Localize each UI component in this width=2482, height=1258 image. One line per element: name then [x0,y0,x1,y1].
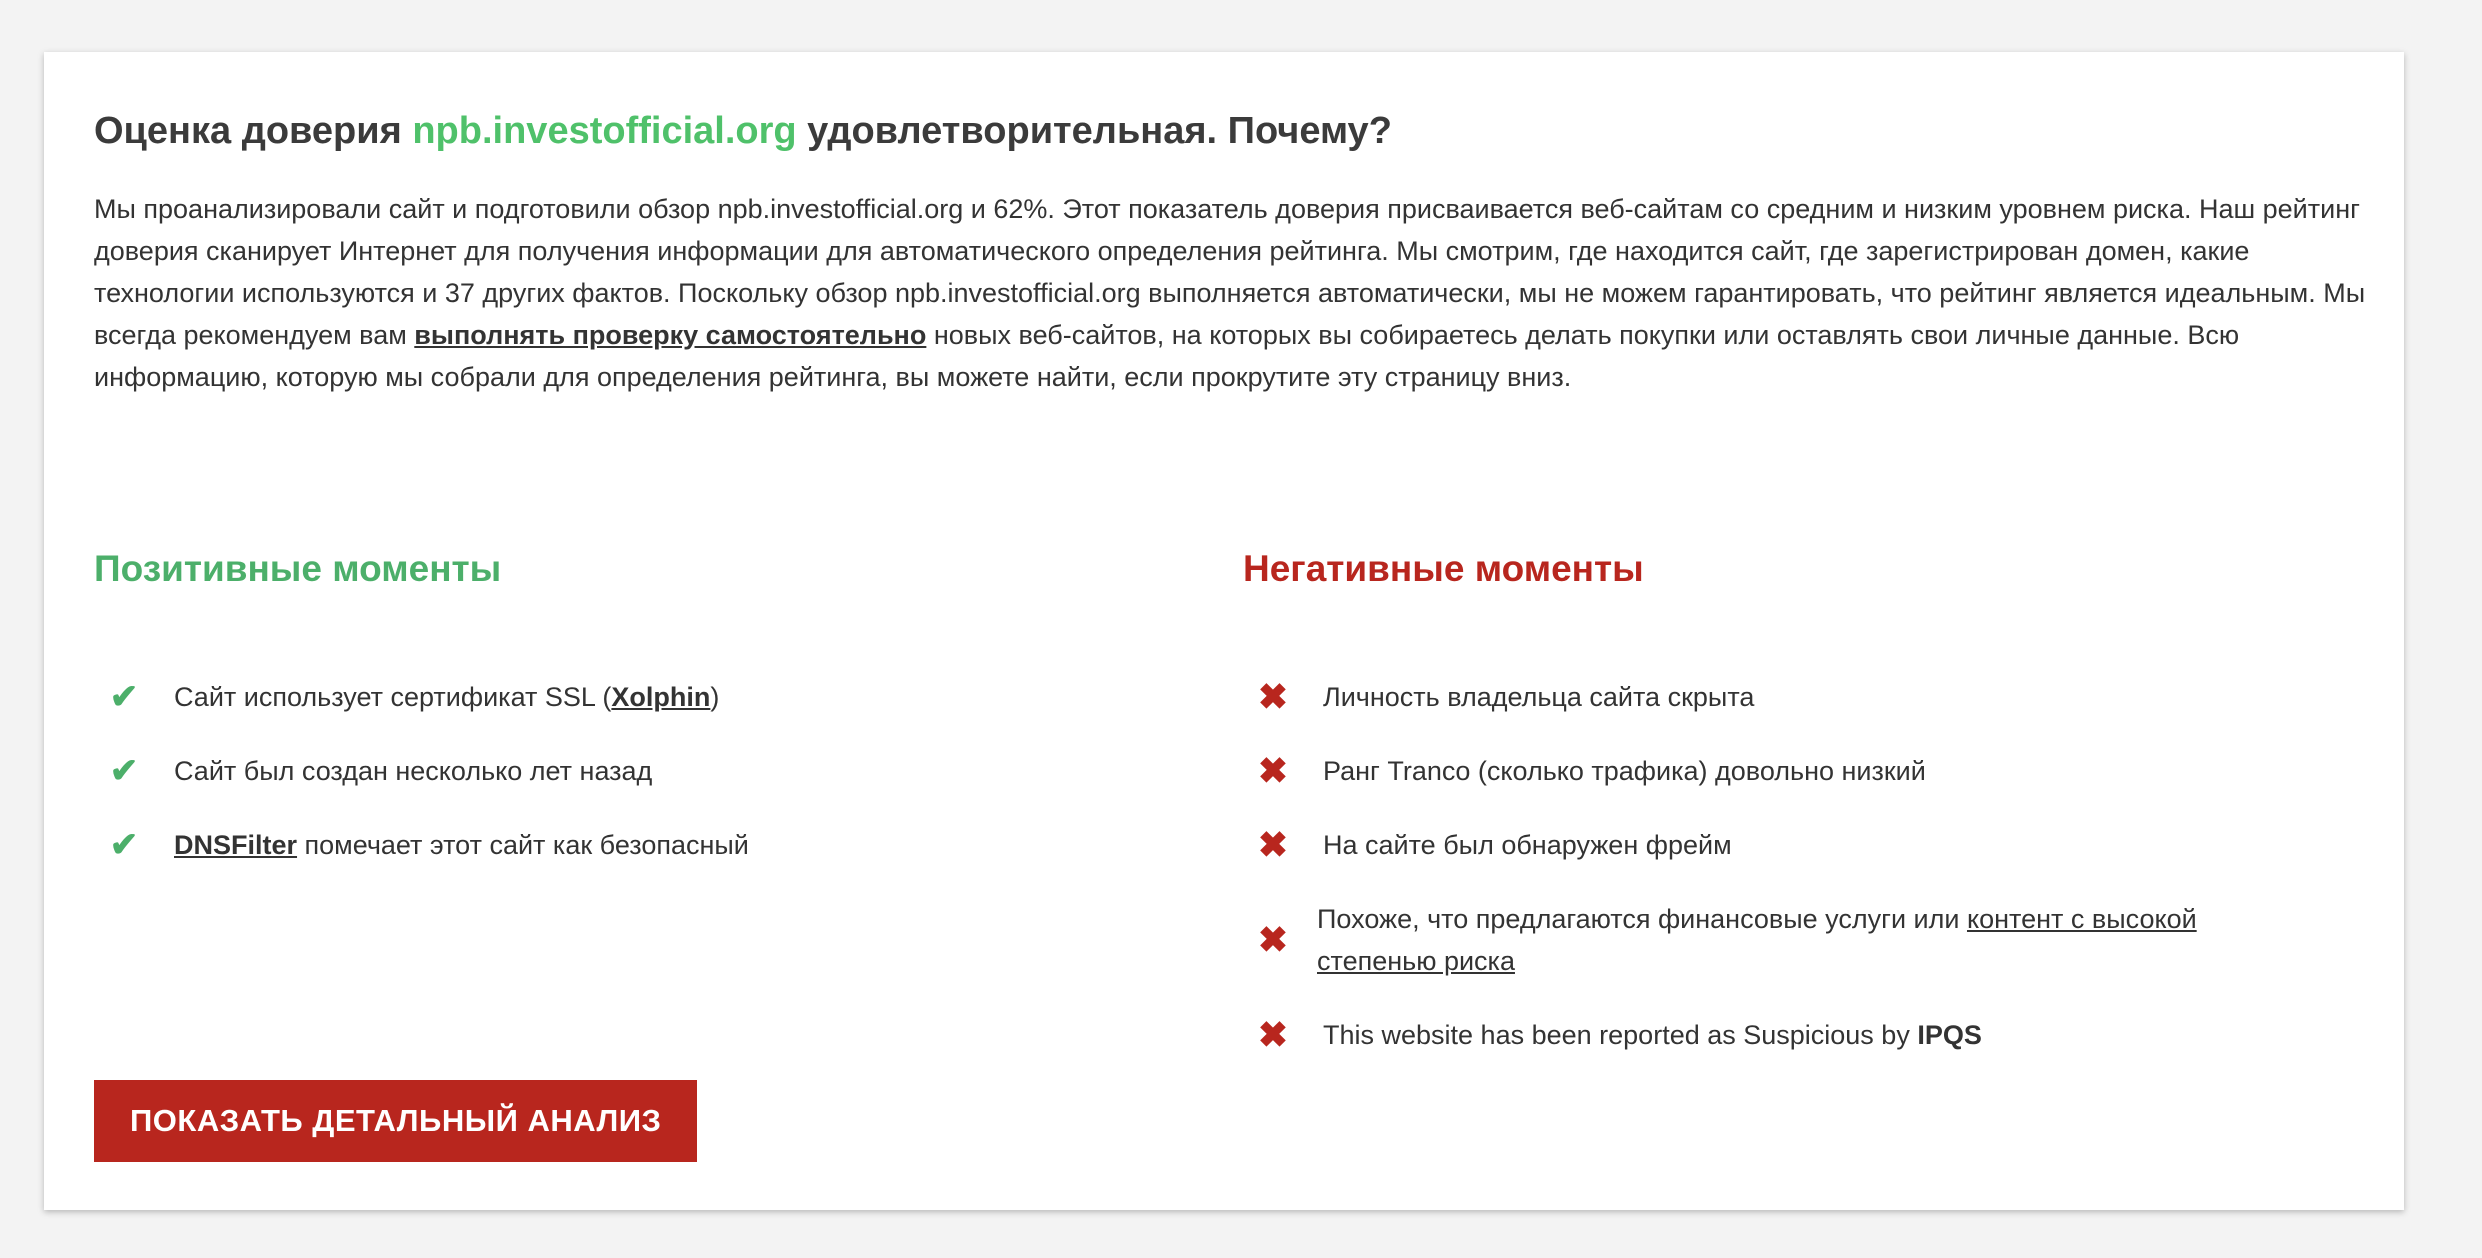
negative-item-ipqs [1243,1014,1982,1056]
positive-item-text: Сайт был создан несколько лет назад [174,756,653,786]
xolphin-link[interactable]: Xolphin [611,682,711,712]
self-check-link[interactable]: выполнять проверку самостоятельно [414,320,927,350]
intro-text-part2: новых веб-сайтов, на которых вы собираетесь делать покупки или оставлять свои личные данные. Всю информацию, которую мы собрали для определения рейтинга, вы можете найти, если прокрутите эту страницу вниз. [94,320,2240,392]
cross-icon: ✖ [1257,824,1289,865]
cross-icon: ✖ [1257,919,1289,960]
positive-heading: Позитивные моменты [94,548,502,589]
intro-text-part1: Мы проанализировали сайт и подготовили обзор npb.investofficial.org и 62%. Этот показатель доверия присваивается веб-сайтам со средним и низким уровнем риска. Наш рейтинг доверия сканирует Интернет для получения информации для автоматического определения рейтинга. Мы смотрим, где находится сайт, где зарегистрирован домен, какие технологии используются и 37 других фактов. Поскольку обзор npb.investofficial.org выполняется автоматически, мы не можем гарантировать, что рейтинг является идеальным. Мы всегда рекомендуем вам [94,194,2366,350]
check-icon: ✔ [109,678,139,716]
intro-paragraph [94,188,2384,398]
show-detailed-analysis-button[interactable]: ПОКАЗАТЬ ДЕТАЛЬНЫЙ АНАЛИЗ [94,1080,697,1162]
positive-item-text [174,676,719,718]
dnsfilter-text: помечает этот сайт как безопасный [297,830,749,860]
positive-section [94,544,1194,864]
check-icon: ✔ [109,826,139,864]
cross-icon: ✖ [1257,1014,1289,1055]
negative-section [1243,544,2363,1055]
page-title [94,106,1392,156]
ssl-text-end: ) [710,682,720,712]
ipqs-name: IPQS [1917,1020,1982,1050]
negative-item-text: На сайте был обнаружен фрейм [1323,830,1732,860]
title-domain: npb.investofficial.org [412,110,797,152]
trust-review-card [44,52,2404,1210]
negative-item-text [1323,1014,1982,1056]
ssl-text: Сайт использует сертификат SSL ( [174,682,612,712]
negative-item-text: Ранг Tranco (сколько трафика) довольно низкий [1323,756,1926,786]
positive-item-text [174,824,749,866]
negative-item-text: Личность владельца сайта скрыта [1323,682,1755,712]
negative-item-iframe [1243,824,1732,866]
title-prefix: Оценка доверия [94,110,413,152]
negative-item-text [1317,898,2243,982]
title-suffix: удовлетворительная. Почему? [796,110,1392,152]
high-risk-content-link[interactable]: контент с высокой степенью риска [1317,904,2197,976]
negative-heading: Негативные моменты [1243,548,1644,589]
cross-icon: ✖ [1257,750,1289,791]
dnsfilter-link[interactable]: DNSFilter [174,830,298,860]
positive-item-ssl [94,676,719,718]
negative-item-financial [1243,898,2243,982]
positive-item-dnsfilter [94,824,749,866]
cross-icon: ✖ [1257,676,1289,717]
positive-item-age [94,750,652,792]
financial-text: Похоже, что предлагаются финансовые услуги или [1317,904,1967,934]
negative-item-tranco [1243,750,1926,792]
ipqs-text: This website has been reported as Suspicious by [1323,1020,1918,1050]
negative-item-owner-hidden [1243,676,1754,718]
check-icon: ✔ [109,752,139,790]
